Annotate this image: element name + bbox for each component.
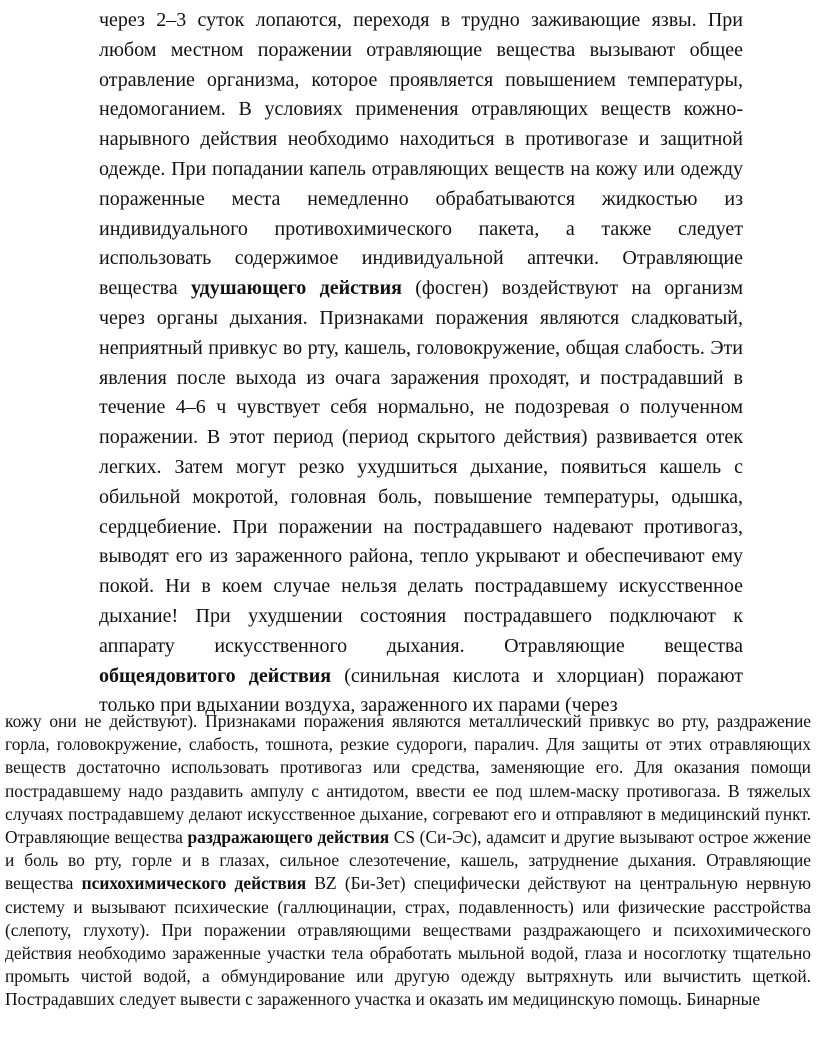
term-choking-agents: удушающего действия: [190, 277, 402, 300]
upper-text-part-3: (синильная кислота и хлорциан) поражают только при вдыхании воздуха, зараженного их парами (через: [99, 664, 743, 717]
lower-text-part-3: BZ (Би-Зет) специфически действуют на центральную нервную систему и вызывают психические (галлюцинации, страх, подавленность) или физические расстройства (слепоту, глухоту). При поражении отравляющими веществами раздражающего и психохимического действия необходимо зараженные участки тела обработать мыльной водой, глаза и носоглотку тщательно промыть чистой водой, а обмундирование или другую одежду вытряхнуть или вычистить щеткой. Пострадавших следует вывести с зараженного участка и оказать им медицинскую помощь. Бинарные: [5, 873, 812, 1010]
upper-text-part-1: через 2–3 суток лопаются, переходя в трудно заживающие язвы. При любом местном поражении отравляющие вещества вызывают общее отравление организма, которое проявляется повышением температуры, недомоганием. В условиях применения отравляющих веществ кожно-нарывного действия необходимо находиться в противогазе и защитной одежде. При попадании капель отравляющих веществ на кожу или одежду пораженные места немедленно обрабатываются жидкостью из индивидуального противохимического пакета, а также следует использовать содержимое индивидуальной аптечки. Отравляющие вещества: [99, 9, 743, 300]
lower-text-part-1: кожу они не действуют). Признаками поражения являются металлический привкус во рту, раздражение горла, головокружение, слабость, тошнота, резкие судороги, паралич. Для защиты от этих отравляющих веществ достаточно использовать противогаз или средства, заменяющие его. Для оказания помощи пострадавшему надо раздавить ампулу с антидотом, ввести ее под шлем-маску противогаза. В тяжелых случаях пострадавшему делают искусственное дыхание, согревают его и отправляют в медицинский пункт. Отравляющие вещества: [5, 711, 811, 848]
upper-text-part-2: (фосген) воздействуют на организм через органы дыхания. Признаками поражения являются сладковатый, неприятный привкус во рту, кашель, головокружение, общая слабость. Эти явления после выхода из очага заражения проходят, и пострадавший в течение 4–6 ч чувствует себя нормально, не подозревая о полученном поражении. В этот период (период скрытого действия) развивается отек легких. Затем могут резко ухудшиться дыхание, появиться кашель с обильной мокротой, головная боль, повышение температуры, одышка, сердцебиение. При поражении на пострадавшего надевают противогаз, выводят его из зараженного района, тепло укрывают и обеспечивают ему покой. Ни в коем случае нельзя делать пострадавшему искусственное дыхание! При ухудшении состояния пострадавшего подключают к аппарату искусственного дыхания. Отравляющие вещества: [99, 277, 743, 657]
term-irritant-agents: раздражающего действия: [187, 827, 390, 848]
term-blood-agents: общеядовитого действия: [99, 664, 332, 687]
upper-text-block: [99, 6, 743, 721]
lower-text-block: [5, 710, 811, 1012]
term-psychochemical-agents: психохимического действия: [81, 873, 307, 894]
lower-text-part-2: CS (Си-Эс), адамсит и другие вызывают острое жжение и боль во рту, горле и в глазах, сильное слезотечение, кашель, затруднение дыхания. Отравляющие вещества: [5, 827, 811, 894]
